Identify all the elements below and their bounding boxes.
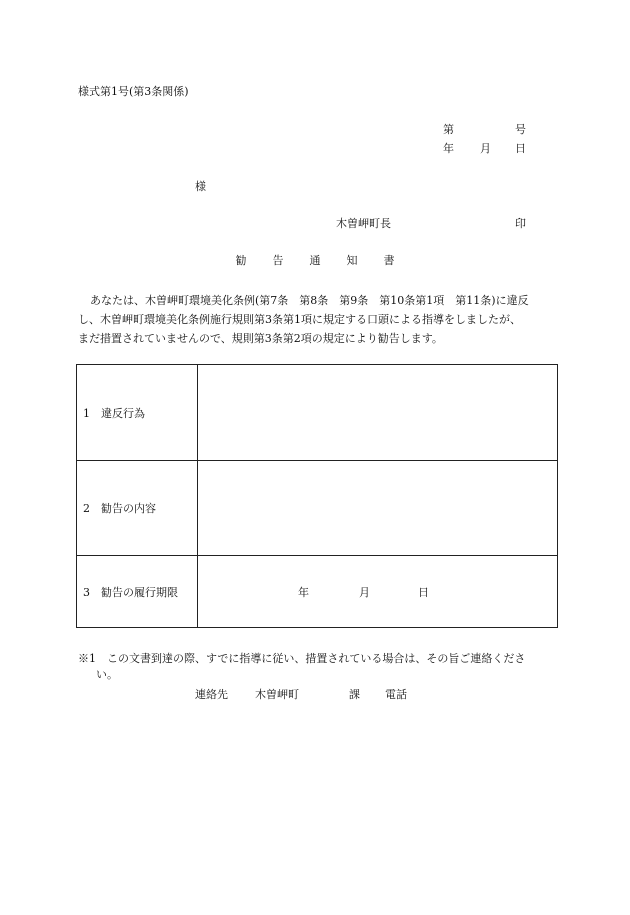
form-number: 様式第1号(第3条関係) [78, 85, 189, 98]
title-char: 告 [272, 254, 284, 267]
title-char: 通 [309, 254, 321, 267]
body-line: あなたは、木曽岬町環境美化条例(第7条 第8条 第9条 第10条第1項 第11条)に違反 [90, 294, 529, 307]
table-row [77, 556, 558, 628]
recommendation-table [76, 364, 558, 628]
body-line: し、木曽岬町環境美化条例施行規則第3条第1項に規定する口頭による指導をしましたが、 [78, 313, 521, 326]
deadline-label: 3 勧告の履行期限 [77, 556, 198, 628]
deadline-day-label: 日 [418, 586, 429, 599]
title-char: 勧 [235, 254, 247, 267]
contact-town: 木曽岬町 [255, 688, 299, 701]
date-year-label: 年 [443, 142, 454, 155]
addressee-honorific: 様 [195, 180, 206, 193]
contact-tel: 電話 [385, 688, 407, 701]
recommendation-content-label: 2 勧告の内容 [77, 461, 198, 556]
doc-number-prefix: 第 [443, 123, 454, 136]
sender-title: 木曽岬町長 [336, 217, 391, 230]
title-char: 書 [383, 254, 395, 267]
deadline-year-label: 年 [298, 586, 309, 599]
body-line: まだ措置されていませんので、規則第3条第2項の規定により勧告します。 [78, 332, 443, 345]
deadline-month-label: 月 [359, 586, 370, 599]
note-line-continued: い。 [96, 668, 118, 681]
table-row [77, 365, 558, 461]
contact-dept: 課 [349, 688, 360, 701]
deadline-cell[interactable] [198, 556, 558, 628]
doc-number-suffix: 号 [515, 123, 526, 136]
title-char: 知 [346, 254, 358, 267]
document-title [0, 254, 630, 268]
date-day-label: 日 [515, 142, 526, 155]
violation-content-cell[interactable] [198, 365, 558, 461]
note-line: ※1 この文書到達の際、すでに指導に従い、措置されている場合は、その旨ご連絡くださ [78, 652, 526, 665]
contact-label: 連絡先 [195, 688, 228, 701]
recommendation-content-cell[interactable] [198, 461, 558, 556]
date-month-label: 月 [480, 142, 491, 155]
seal-mark: 印 [515, 217, 526, 230]
body-paragraph [78, 291, 558, 348]
violation-label: 1 違反行為 [77, 365, 198, 461]
table-row [77, 461, 558, 556]
